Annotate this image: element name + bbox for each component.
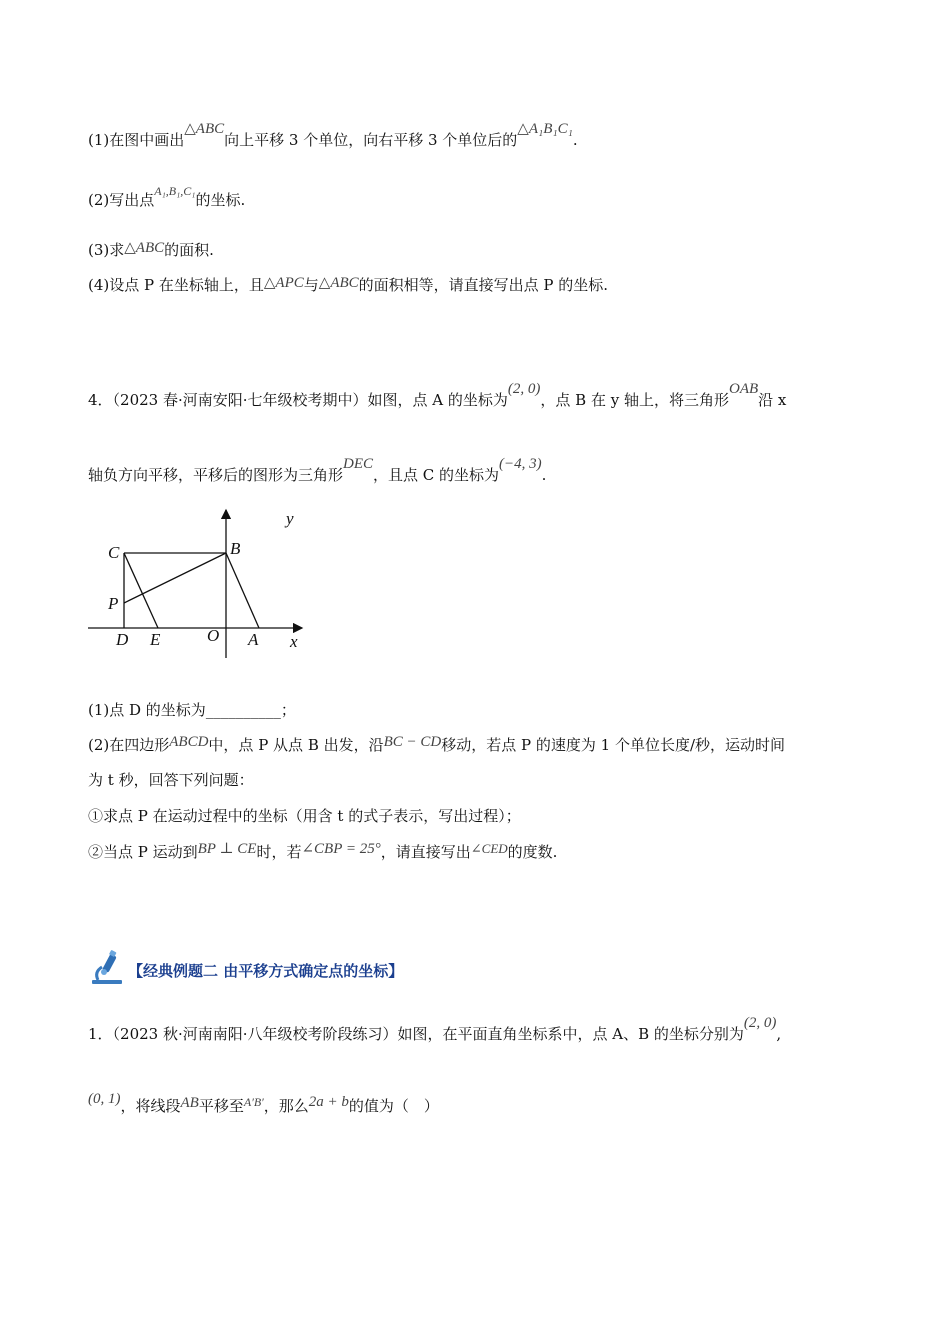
q3-part1: (1)在图中画出△ABC向上平移 3 个单位，向右平移 3 个单位后的△A₁B₁C₁. <box>88 121 578 149</box>
math-segment-a1b1: A′B′ <box>243 1095 264 1109</box>
q3-part2: (2)写出点$^{A_1,B_1,C_1}$的坐标. <box>88 184 246 209</box>
segment-ce <box>124 553 158 628</box>
q4-stem-line2: 轴负方向平移，平移后的图形为三角形DEC，且点 C 的坐标为(−4, 3). <box>88 456 547 484</box>
label-p: P <box>108 594 119 613</box>
label-y: y <box>286 509 294 528</box>
q4-sub2-cont: 为 t 秒，回答下列问题： <box>88 771 254 789</box>
label-c: C <box>108 543 120 562</box>
math-angle-cbp: ∠CBP = 25° <box>301 841 381 857</box>
math-triangle-abc: △ABC <box>124 240 165 256</box>
q3-part3: (3)求△ABC的面积. <box>88 240 214 259</box>
math-bp-perp-ce: BP ⊥ CE <box>197 841 257 857</box>
ex1-stem-line2: (0, 1)，将线段AB平移至$^{A'B'}$，那么2a + b的值为（ ） <box>88 1091 439 1115</box>
q4-figure <box>80 500 320 670</box>
math-path-bc-cd: BC − CD <box>383 734 442 750</box>
math-expression: 2a + b <box>308 1094 349 1110</box>
math-segment-ab: AB <box>180 1095 199 1111</box>
label-b: B <box>230 539 241 558</box>
math-triangle-abc: △ABC <box>184 121 225 137</box>
label-e: E <box>150 630 161 649</box>
label-a: A <box>248 630 259 649</box>
math-quad-abcd: ABCD <box>169 734 209 750</box>
math-angle-ced: ∠CED <box>470 841 508 856</box>
segment-ba <box>226 553 259 628</box>
q3-part4: (4)设点 P 在坐标轴上，且△APC与△ABC的面积相等，请直接写出点 P 的坐标. <box>88 275 609 294</box>
math-points-a1b1c1: A₁,B₁,C₁ <box>154 184 196 198</box>
microscope-icon <box>88 950 126 986</box>
q4-stem-line1: 4．（2023 春·河南安阳·七年级校考期中）如图，点 A 的坐标为(2, 0)，点 B 在 y 轴上，将三角形OAB沿 x <box>88 381 787 409</box>
q4-sub1: (1)点 D 的坐标为__________； <box>88 701 296 719</box>
ex1-stem-line1: 1．（2023 秋·河南南阳·八年级校考阶段练习）如图，在平面直角坐标系中，点 A、B 的坐标分别为(2, 0), <box>88 1015 782 1043</box>
q4-sub2: (2)在四边形ABCD中，点 P 从点 B 出发，沿BC − CD移动，若点 P 的速度为 1 个单位长度/秒，运动时间 <box>88 734 786 754</box>
math-triangle-apc: △APC <box>263 275 304 291</box>
math-triangle-a1b1c1: △A₁B₁C₁ <box>517 121 573 137</box>
answer-blank: __________ <box>205 701 281 719</box>
label-x: x <box>290 632 298 651</box>
math-triangle-abc: △ABC <box>318 275 359 291</box>
math-triangle-oab: OAB <box>728 381 759 397</box>
math-point-a-coord: (2, 0) <box>743 1015 777 1031</box>
label-d: D <box>116 630 129 649</box>
segment-bp <box>124 553 226 603</box>
math-triangle-dec: DEC <box>343 456 374 472</box>
math-point-c-coord: (−4, 3) <box>499 456 542 472</box>
math-point-a-coord: (2, 0) <box>507 381 541 397</box>
section-title: 【经典例题二 由平移方式确定点的坐标】 <box>128 962 404 980</box>
q4-sub2-item2: ②当点 P 运动到BP ⊥ CE时，若∠CBP = 25°，请直接写出∠CED的度数. <box>88 841 558 861</box>
math-point-b-coord: (0, 1) <box>88 1091 121 1107</box>
q4-sub2-item1: ①求点 P 在运动过程中的坐标（用含 t 的式子表示，写出过程）； <box>88 807 521 825</box>
label-o: O <box>207 626 220 645</box>
